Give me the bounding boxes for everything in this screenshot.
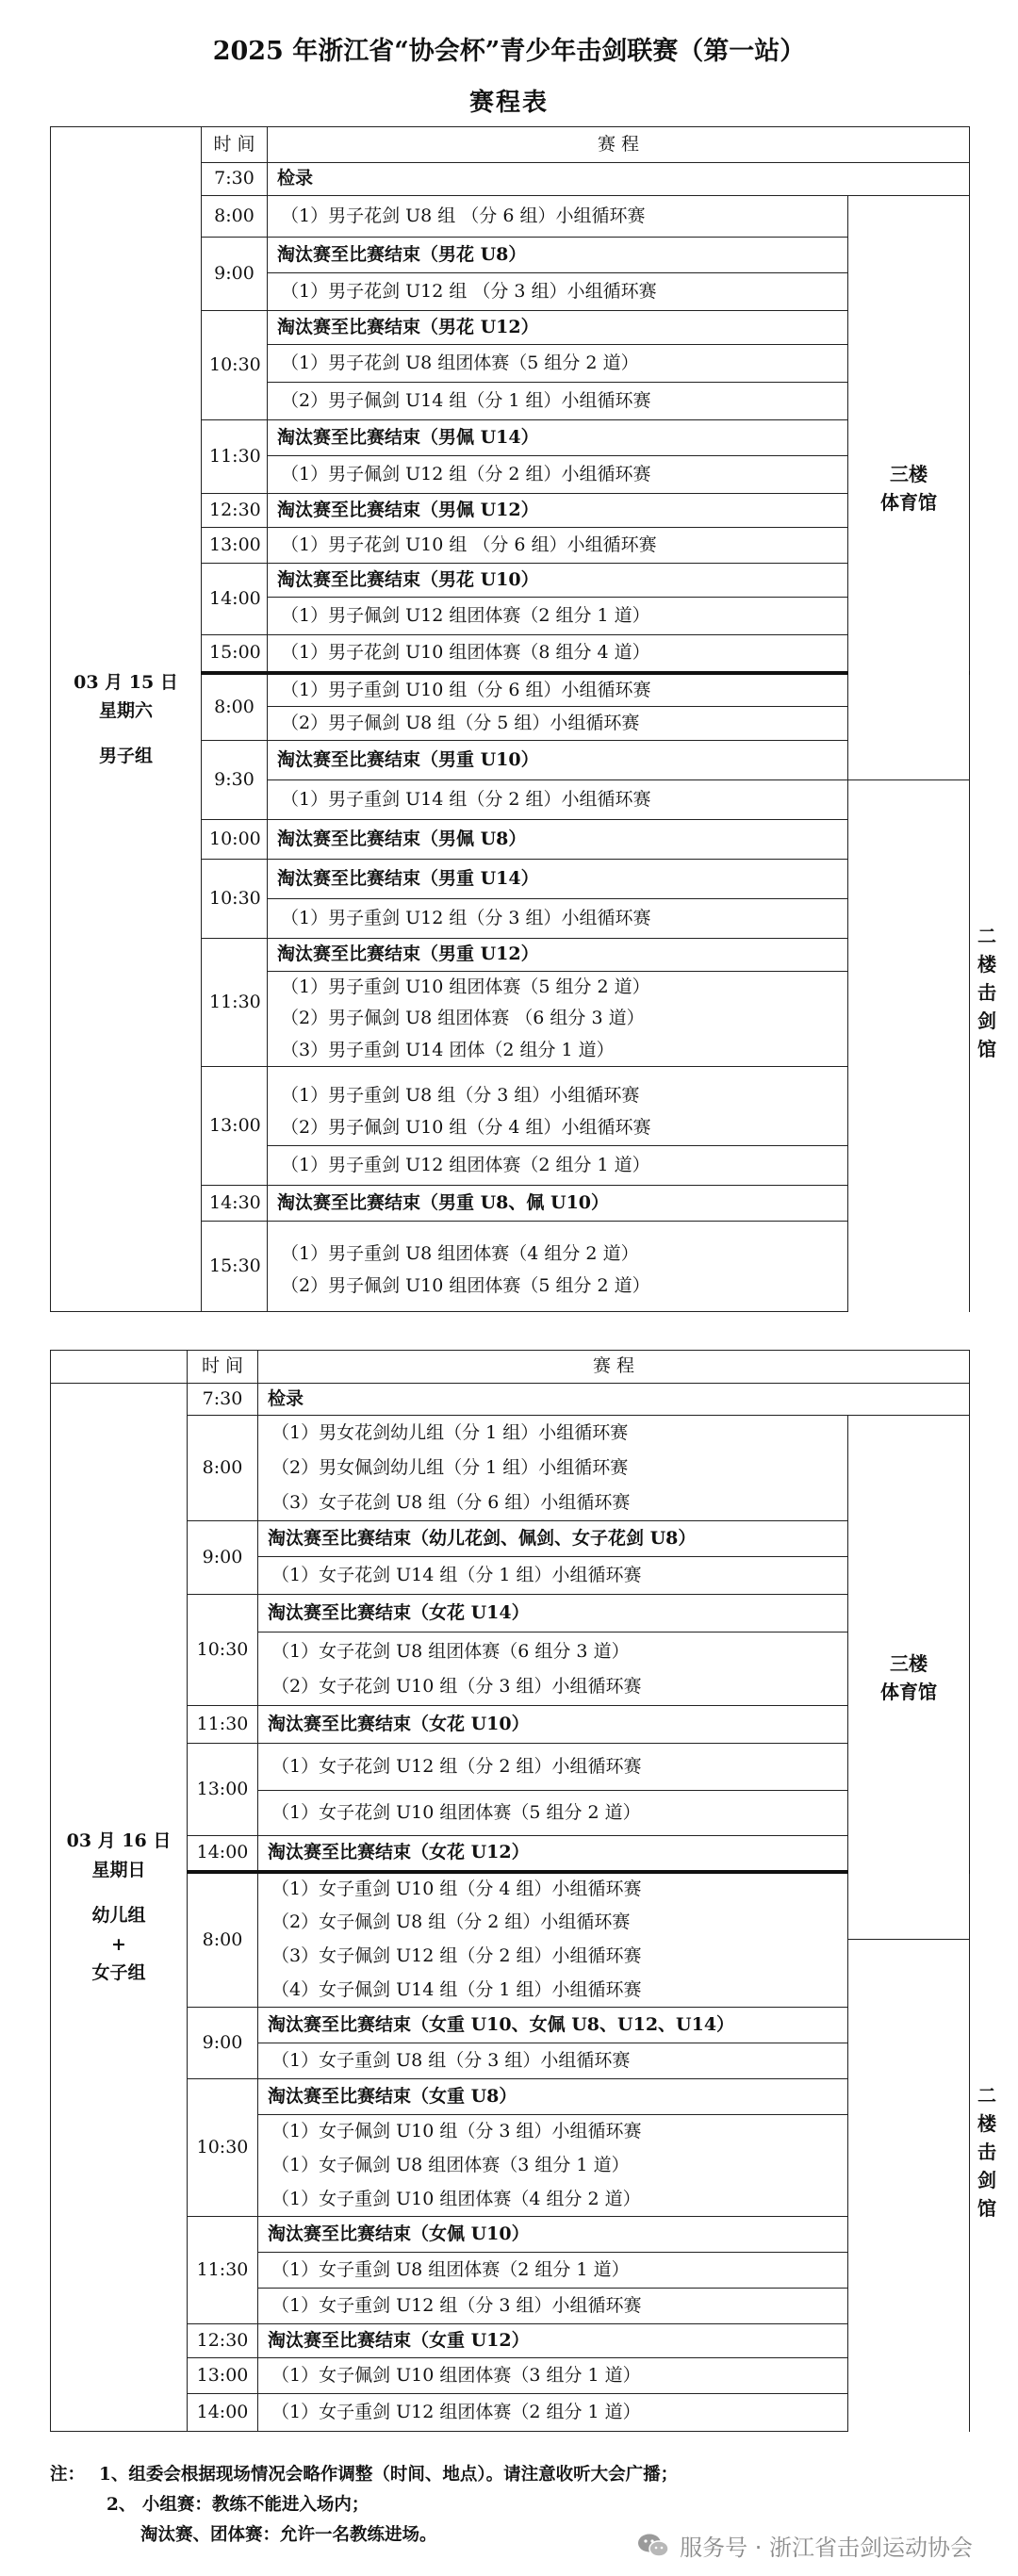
time-cell: 11:30 — [188, 1706, 258, 1744]
event-cell: （1）男子花剑 U12 组 （分 3 组）小组循环赛 — [268, 273, 848, 311]
event-cell: 淘汰赛至比赛结束（男重 U8、佩 U10） — [268, 1186, 848, 1222]
event-cell: （1）女子花剑 U8 组团体赛（6 组分 3 道） — [258, 1633, 848, 1668]
event-cell: 淘汰赛至比赛结束（男花 U10） — [268, 564, 848, 598]
event-cell: （1）女子重剑 U10 组（分 4 组）小组循环赛 — [258, 1872, 848, 1906]
time-cell: 14:00 — [202, 564, 268, 635]
event-cell: 淘汰赛至比赛结束（女花 U12） — [258, 1836, 848, 1872]
event-cell: （1）男子花剑 U10 组 （分 6 组）小组循环赛 — [268, 528, 848, 564]
time-cell: 13:00 — [202, 1067, 268, 1186]
event-cell: （1）男子重剑 U12 组团体赛（2 组分 1 道） — [268, 1146, 848, 1186]
wechat-icon — [636, 2533, 670, 2559]
event-cell: （1）男子花剑 U10 组团体赛（8 组分 4 道） — [268, 635, 848, 673]
event-cell: （2）男子佩剑 U8 组（分 5 组）小组循环赛 — [268, 707, 848, 741]
watermark — [636, 2529, 973, 2562]
event-cell: （1）男子重剑 U8 组（分 3 组）小组循环赛 — [268, 1067, 848, 1112]
event-cell: 淘汰赛至比赛结束（男重 U14） — [268, 860, 848, 899]
time-cell: 8:00 — [202, 673, 268, 741]
time-cell: 13:00 — [202, 528, 268, 564]
time-cell: 10:30 — [188, 1595, 258, 1706]
event-cell: （1）男子重剑 U10 组（分 6 组）小组循环赛 — [268, 673, 848, 707]
event-cell: 淘汰赛至比赛结束（男佩 U12） — [268, 494, 848, 528]
event-cell: 淘汰赛至比赛结束（幼儿花剑、佩剑、女子花剑 U8） — [258, 1521, 848, 1557]
event-cell: 淘汰赛至比赛结束（女花 U10） — [258, 1706, 848, 1744]
day2-plus: + — [111, 1933, 126, 1955]
event-cell: 淘汰赛至比赛结束（男佩 U14） — [268, 420, 848, 456]
event-cell: （1）女子重剑 U12 组团体赛（2 组分 1 道） — [258, 2394, 848, 2432]
time-cell: 13:00 — [188, 2358, 258, 2394]
day1-date: 03 月 15 日 — [74, 671, 178, 693]
venue-floor: 三楼 — [890, 1651, 928, 1675]
event-cell: 淘汰赛至比赛结束（女花 U14） — [258, 1595, 848, 1633]
event-cell: 淘汰赛至比赛结束（男花 U12） — [268, 311, 848, 345]
time-cell: 9:00 — [188, 1521, 258, 1595]
event-cell: （1）男子重剑 U8 组团体赛（4 组分 2 道） — [268, 1222, 848, 1271]
event-cell: （1）男子花剑 U8 组团体赛（5 组分 2 道） — [268, 345, 848, 383]
event-cell: （3）男子重剑 U14 团体（2 组分 1 道） — [268, 1035, 848, 1067]
time-cell: 14:30 — [202, 1186, 268, 1222]
event-cell: （2）男子佩剑 U8 组团体赛 （6 组分 3 道） — [268, 1003, 848, 1035]
time-cell: 10:30 — [202, 311, 268, 420]
day1-weekday: 星期六 — [98, 699, 153, 721]
event-cell: （2）男子佩剑 U10 组团体赛（5 组分 2 道） — [268, 1271, 848, 1312]
event-cell: （1）男子花剑 U8 组 （分 6 组）小组循环赛 — [268, 196, 848, 238]
notes-label: 注： — [50, 2465, 86, 2485]
watermark-text: 服务号 · 浙江省击剑运动协会 — [680, 2535, 973, 2561]
time-cell: 10:30 — [188, 2079, 258, 2217]
time-header: 时 间 — [202, 127, 268, 163]
time-cell: 7:30 — [202, 163, 268, 196]
event-cell: （1）男子佩剑 U12 组团体赛（2 组分 1 道） — [268, 598, 848, 635]
event-cell: 淘汰赛至比赛结束（女重 U12） — [258, 2324, 848, 2358]
event-cell: （1）男女花剑幼儿组（分 1 组）小组循环赛 — [258, 1416, 848, 1452]
event-cell: 淘汰赛至比赛结束（男佩 U8） — [268, 820, 848, 860]
event-cell: 检录 — [258, 1383, 970, 1416]
event-cell: （2）男子佩剑 U14 组（分 1 组）小组循环赛 — [268, 383, 848, 420]
time-cell: 12:30 — [188, 2324, 258, 2358]
event-cell: （1）女子花剑 U10 组团体赛（5 组分 2 道） — [258, 1791, 848, 1836]
time-cell: 8:00 — [188, 1416, 258, 1521]
event-cell: （2）女子佩剑 U8 组（分 2 组）小组循环赛 — [258, 1906, 848, 1940]
event-cell: （1）女子重剑 U8 组团体赛（2 组分 1 道） — [258, 2253, 848, 2289]
event-cell: （1）女子重剑 U8 组（分 3 组）小组循环赛 — [258, 2043, 848, 2079]
time-cell: 14:00 — [188, 2394, 258, 2432]
event-cell: （1）男子重剑 U14 组（分 2 组）小组循环赛 — [268, 780, 848, 820]
day2-date: 03 月 16 日 — [66, 1830, 172, 1852]
day1-group: 男子组 — [98, 746, 153, 767]
schedule-header: 赛 程 — [268, 127, 970, 163]
venue-hall: 体育馆 — [880, 490, 937, 514]
day2-group-a: 幼儿组 — [91, 1905, 146, 1927]
note-2: 2、 小组赛：教练不能进入场内； — [107, 2495, 369, 2515]
time-cell: 8:00 — [202, 196, 268, 238]
time-cell: 9:00 — [202, 238, 268, 311]
time-cell: 12:30 — [202, 494, 268, 528]
time-cell: 11:30 — [202, 420, 268, 494]
time-cell: 9:30 — [202, 741, 268, 820]
event-cell: （1）男子重剑 U12 组（分 3 组）小组循环赛 — [268, 899, 848, 939]
event-cell: （2）男子佩剑 U10 组（分 4 组）小组循环赛 — [268, 1112, 848, 1146]
event-cell: （2）男女佩剑幼儿组（分 1 组）小组循环赛 — [258, 1452, 848, 1485]
event-cell: 淘汰赛至比赛结束（男重 U12） — [268, 939, 848, 972]
event-cell: （4）女子佩剑 U14 组（分 1 组）小组循环赛 — [258, 1974, 848, 2008]
event-cell: （1）女子花剑 U14 组（分 1 组）小组循环赛 — [258, 1557, 848, 1595]
time-cell: 15:00 — [202, 635, 268, 673]
event-cell: 检录 — [268, 163, 970, 196]
event-cell: （3）女子佩剑 U12 组（分 2 组）小组循环赛 — [258, 1940, 848, 1974]
event-cell: （1）女子佩剑 U8 组团体赛（3 组分 1 道） — [258, 2149, 848, 2183]
venue-hall: 体育馆 — [880, 1680, 937, 1703]
day2-date-cell — [51, 1383, 188, 2432]
event-cell: 淘汰赛至比赛结束（男花 U8） — [268, 238, 848, 273]
day1-venue-a — [848, 196, 970, 780]
day2-venue-a — [848, 1416, 970, 1940]
time-cell: 10:00 — [202, 820, 268, 860]
schedule-table-day2: 时 间 赛 程 03 月 16 日 星期日 幼儿组 + 女子组 7:30 检录 8:00 （1）男女花剑幼儿组（分 1 组）小组循环赛 三楼 体育馆 （2）男女佩剑幼儿组（分 1 组）小组循环赛 （3）女子花剑 U8 组（分 6 组）小组循环赛 9:00 淘汰赛至比赛结束（幼儿花剑、佩剑、女子花剑 U8） （1）女子花剑 U14 组（分 1 组）小组循环赛 10:30 淘汰赛至比赛结束（女花 U14） （1）女子花剑 U8 组团体赛（6 组分 3 道） （2）女子花剑 U10 组（分 3 组）小组循环赛 11:30 淘汰赛至比赛结束（女花 U10） 13:00 （1）女子花剑 U12 组（分 2 组）小组循环赛 （1）女子花剑 U10 组团体赛（5 组分 2 道） 14:00 淘汰赛至比赛结束（女花 U12） 8:00 （1）女子重剑 U10 组（分 4 组）小组循环赛 二楼 击剑馆 （2）女子佩剑 U8 组（分 2 组）小组循环赛 （3）女子佩剑 U12 组（分 2 组）小组循环赛 （4）女子佩剑 U14 组（分 1 组）小组循环赛 9:00 淘汰赛至比赛结束（女重 U10、女佩 U8、U12、U14） （1）女子重剑 U8 组（分 3 组）小组循环赛 10:30 淘汰赛至比赛结束（女重 U8） （1）女子佩剑 U10 组（分 3 组）小组循环赛 （1）女子佩剑 U8 组团体赛（3 组分 1 道） （1）女子重剑 U10 组团体赛（4 组分 2 道） 11:30 淘汰赛至比赛结束（女佩 U10） （1）女子重剑 U8 组团体赛（2 组分 1 道） （1）女子重剑 U12 组（分 3 组）小组循环赛 12:30 淘汰赛至比赛结束（女重 U12） 13:00 （1）女子佩剑 U10 组团体赛（3 组分 1 道） 14:00 （1）女子重剑 U12 组团体赛（2 组分 1 道） — [50, 1350, 970, 2432]
time-cell: 11:30 — [202, 939, 268, 1067]
time-cell: 7:30 — [188, 1383, 258, 1416]
event-cell: 淘汰赛至比赛结束（女重 U10、女佩 U8、U12、U14） — [258, 2008, 848, 2043]
time-cell: 8:00 — [188, 1872, 258, 2008]
event-cell: （3）女子花剑 U8 组（分 6 组）小组循环赛 — [258, 1485, 848, 1521]
time-cell: 15:30 — [202, 1222, 268, 1312]
event-cell: 淘汰赛至比赛结束（女重 U8） — [258, 2079, 848, 2115]
document-subtitle: 赛程表 — [468, 89, 549, 117]
note-1: 1、组委会根据现场情况会略作调整（时间、地点）。请注意收听大会广播； — [99, 2465, 679, 2485]
event-cell: （2）女子花剑 U10 组（分 3 组）小组循环赛 — [258, 1668, 848, 1706]
event-cell: （1）女子佩剑 U10 组（分 3 组）小组循环赛 — [258, 2115, 848, 2149]
time-cell: 9:00 — [188, 2008, 258, 2079]
event-cell: （1）女子重剑 U10 组团体赛（4 组分 2 道） — [258, 2183, 848, 2217]
event-cell: （1）男子重剑 U10 组团体赛（5 组分 2 道） — [268, 971, 848, 1003]
event-cell: （1）女子花剑 U12 组（分 2 组）小组循环赛 — [258, 1744, 848, 1791]
day1-date-cell — [51, 127, 202, 1312]
event-cell: （1）女子重剑 U12 组（分 3 组）小组循环赛 — [258, 2289, 848, 2324]
venue-floor: 三楼 — [890, 462, 928, 485]
day2-blank-header — [51, 1351, 188, 1384]
event-cell: 淘汰赛至比赛结束（男重 U10） — [268, 741, 848, 780]
time-cell: 11:30 — [188, 2217, 258, 2324]
schedule-header: 赛 程 — [258, 1351, 970, 1384]
event-cell: 淘汰赛至比赛结束（女佩 U10） — [258, 2217, 848, 2253]
event-cell: （1）女子佩剑 U10 组团体赛（3 组分 1 道） — [258, 2358, 848, 2394]
time-cell: 13:00 — [188, 1744, 258, 1836]
day2-weekday: 星期日 — [91, 1859, 146, 1880]
time-cell: 10:30 — [202, 860, 268, 939]
time-header: 时 间 — [188, 1351, 258, 1384]
document-title: 2025 年浙江省“协会杯”青少年击剑联赛（第一站） — [212, 37, 806, 66]
schedule-table-day1: 03 月 15 日 星期六 男子组 时 间 赛 程 7:30 检录 8:00 （1）男子花剑 U8 组 （分 6 组）小组循环赛 三楼 体育馆 9:00 淘汰赛至比赛结束（男花 U8） （1）男子花剑 U12 组 （分 3 组）小组循环赛 10:30 淘汰赛至比赛结束（男花 U12） （1）男子花剑 U8 组团体赛（5 组分 2 道） （2）男子佩剑 U14 组（分 1 组）小组循环赛 11:30 淘汰赛至比赛结束（男佩 U14） （1）男子佩剑 U12 组（分 2 组）小组循环赛 12:30 淘汰赛至比赛结束（男佩 U12） 13:00 （1）男子花剑 U10 组 （分 6 组）小组循环赛 14:00 淘汰赛至比赛结束（男花 U10） （1）男子佩剑 U12 组团体赛（2 组分 1 道） 15:00 （1）男子花剑 U10 组团体赛（8 组分 4 道） 8:00 （1）男子重剑 U10 组（分 6 组）小组循环赛 二楼 击剑馆 （2）男子佩剑 U8 组（分 5 组）小组循环赛 9:30 淘汰赛至比赛结束（男重 U10） （1）男子重剑 U14 组（分 2 组）小组循环赛 10:00 淘汰赛至比赛结束（男佩 U8） 10:30 淘汰赛至比赛结束（男重 U14） （1）男子重剑 U12 组（分 3 组）小组循环赛 11:30 淘汰赛至比赛结束（男重 U12） （1）男子重剑 U10 组团体赛（5 组分 2 道） （2）男子佩剑 U8 组团体赛 （6 组分 3 道） （3）男子重剑 U14 团体（2 组分 1 道） 13:00 （1）男子重剑 U8 组（分 3 组）小组循环赛 （2）男子佩剑 U10 组（分 4 组）小组循环赛 （1）男子重剑 U12 组团体赛（2 组分 1 道） 14:30 淘汰赛至比赛结束（男重 U8、佩 U10） 15:30 （1）男子重剑 U8 组团体赛（4 组分 2 道） （2）男子佩剑 U10 组团体赛（5 组分 2 道） — [50, 126, 970, 1312]
note-3: 淘汰赛、团体赛：允许一名教练进场。 — [140, 2525, 437, 2545]
day2-group-b: 女子组 — [91, 1961, 146, 1983]
event-cell: （1）男子佩剑 U12 组（分 2 组）小组循环赛 — [268, 456, 848, 494]
time-cell: 14:00 — [188, 1836, 258, 1872]
